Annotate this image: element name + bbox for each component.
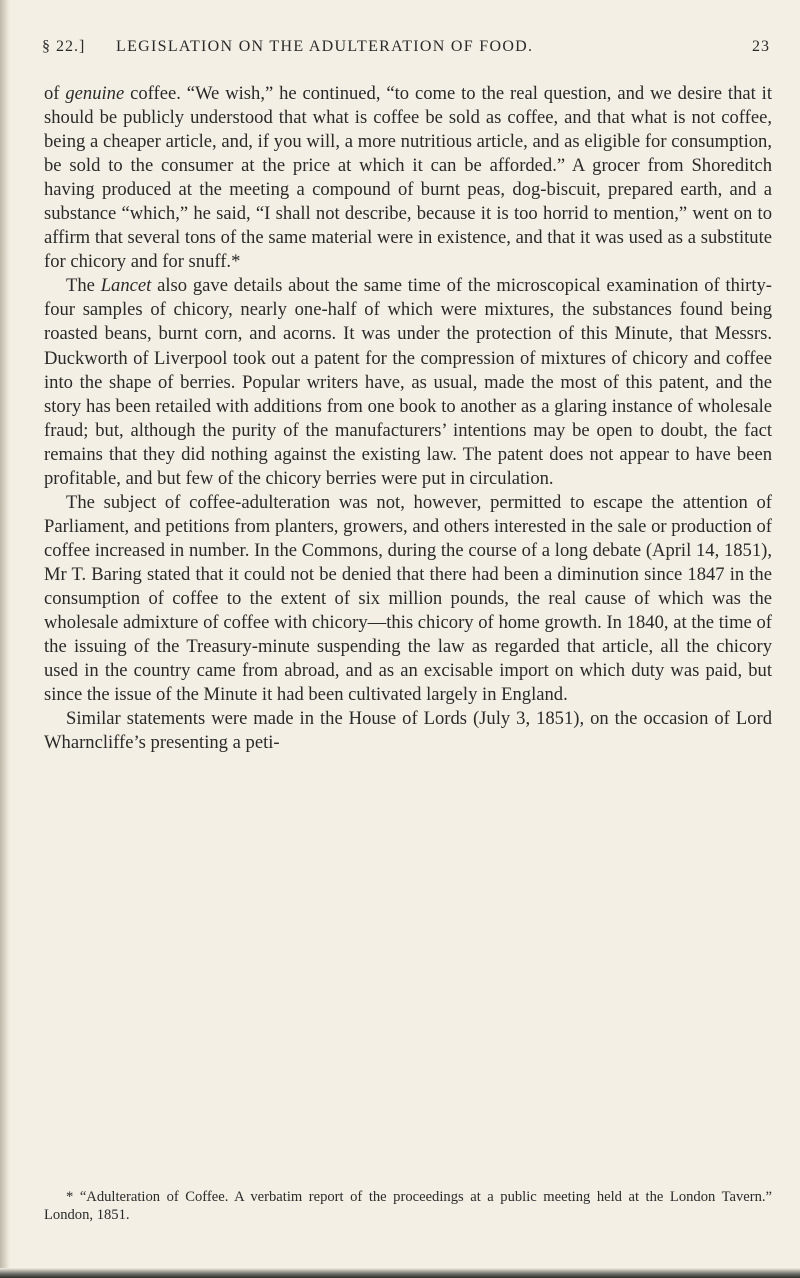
footnote-text: * “Adulteration of Coffee. A verbatim report of the proceedings at a public meeting held at the London Tavern.” London, 1851. [44,1189,772,1223]
paragraph-1-lead: of [44,83,66,104]
body-text [44,82,772,755]
paragraph-4 [44,707,772,755]
running-header [42,38,770,68]
paragraph-3-text: The subject of coffee-adulteration was not, however, permitted to escape the attention of Parliament, and petitions from planters, growers, and others interested in the sale or production of coffee increased in number. In the Commons, during the course of a long debate (April 14, 1851), Mr T. Baring stated that it could not be denied that there had been a diminution since 1847 in the consumption of coffee to the extent of six million pounds, the real cause of which was the wholesale admixture of coffee with chicory—this chicory of home growth. In 1840, at the time of the issuing of the Treasury-minute suspending the law as regarded that article, all the chicory used in the country came from abroad, and as an excisable import on which duty was paid, but since the issue of the Minute it had been cultivated largely in England. [44,491,772,706]
paragraph-1-italic: genuine [65,83,125,104]
paragraph-3 [44,491,772,707]
paragraph-2 [44,274,772,490]
paragraph-2-text: also gave details about the same time of the microscopical examination of thirty-four samples of chicory, nearly one-half of which were mixtures, the substances found being roasted beans, burnt corn, and acorns. It was under the protection of this Minute, that Messrs. Duckworth of Liverpool took out a patent for the compression of mixtures of chicory and coffee into the shape of berries. Popular writers have, as usual, made the most of this patent, and the story has been retailed with additions from one book to another as a glaring instance of wholesale fraud; but, although the purity of the manufacturers’ intentions may be open to doubt, the fact remains that they did nothing against the existing law. The patent does not appear to have been profitable, and but few of the chicory berries were put in circulation. [44,275,772,489]
page-bottom-edge [0,1268,800,1278]
footnote [44,1188,772,1224]
binding-gutter [0,0,10,1278]
section-marker: § 22.] [42,38,86,55]
paragraph-1 [44,82,772,274]
paragraph-1-text: coffee. “We wish,” he continued, “to come to the real question, and we desire that it should be publicly understood that what is coffee be sold as coffee, and that what is not coffee, being a cheaper article, and, if you will, a more nutritious article, and as eligible for consumption, be sold to the consumer at the price at which it can be afforded.” A grocer from Shoreditch having produced at the meeting a compound of burnt peas, dog-biscuit, prepared earth, and a substance “which,” he said, “I shall not describe, because it is too horrid to mention,” went on to affirm that several tons of the same material were in existence, and that it was used as a substitute for chicory and for snuff.* [44,83,772,273]
page-number: 23 [752,38,770,55]
paragraph-4-text: Similar statements were made in the House of Lords (July 3, 1851), on the occasion of Lord Wharncliffe’s presenting a peti- [44,708,772,754]
running-title: LEGISLATION ON THE ADULTERATION OF FOOD. [116,38,534,55]
paragraph-2-lead: The [66,275,101,297]
paragraph-2-italic: Lancet [100,275,152,297]
